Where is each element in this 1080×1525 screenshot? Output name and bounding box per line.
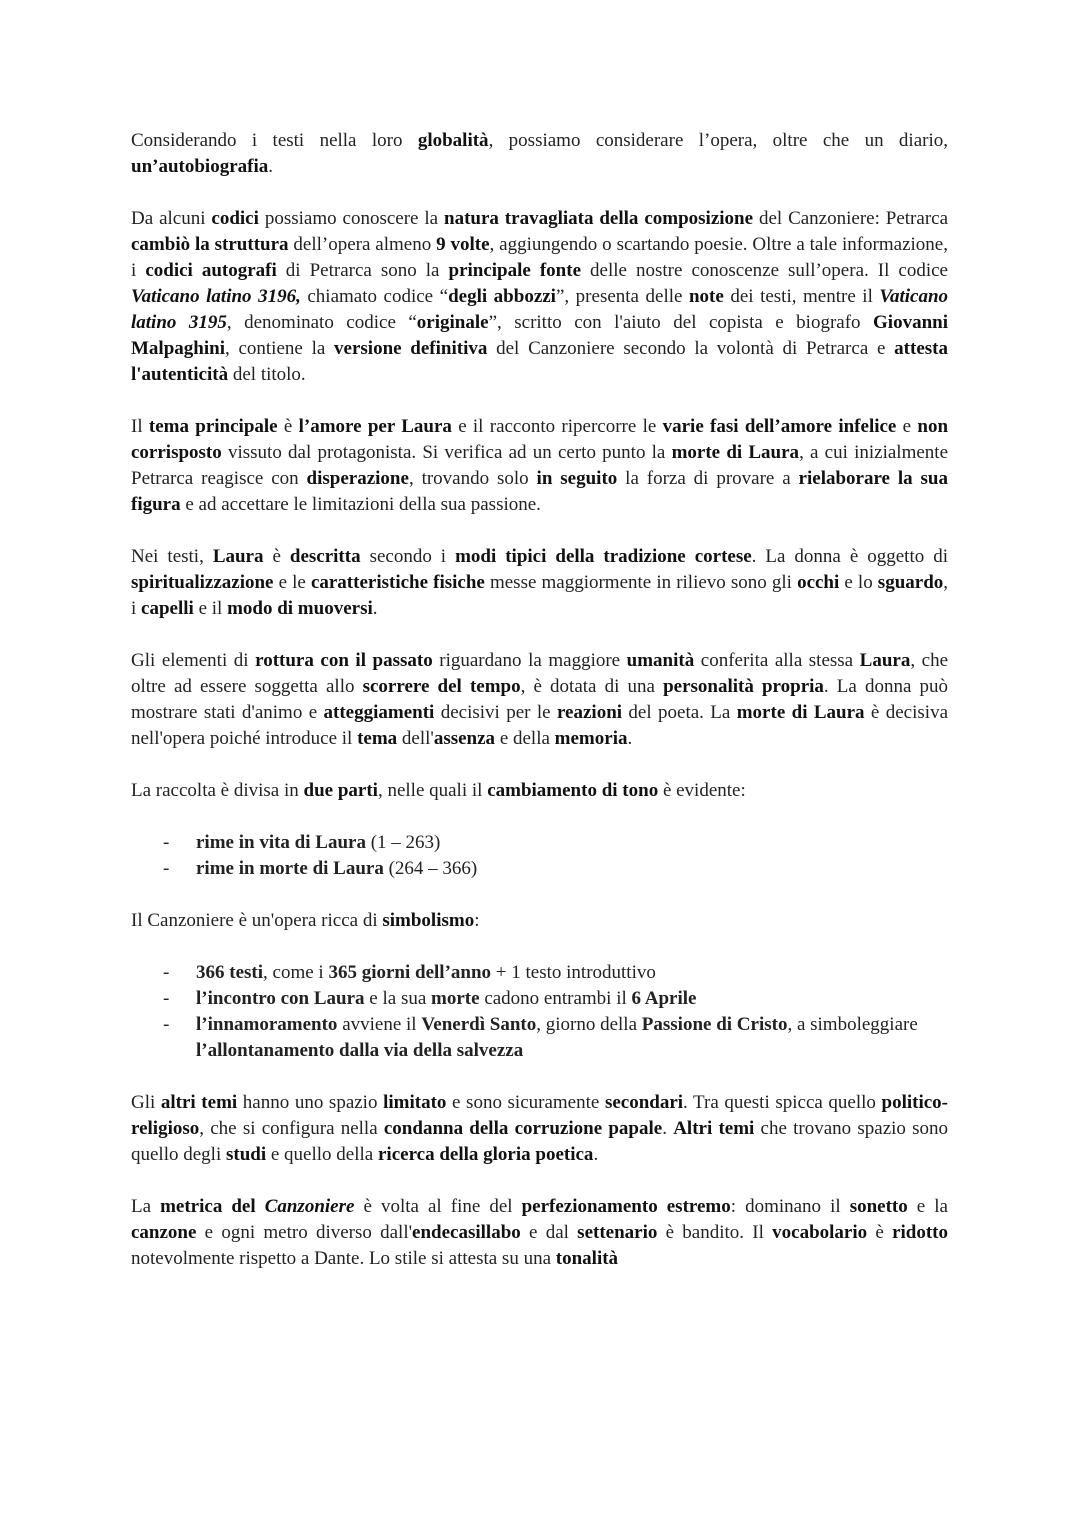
paragraph-descrizione-laura bbox=[131, 544, 948, 622]
text-run: , trovando solo bbox=[408, 468, 537, 489]
bold-text: l’allontanamento dalla via della salvezza bbox=[196, 1040, 524, 1061]
text-run: , denominato codice “ bbox=[226, 312, 417, 333]
text-run: vissuto dal protagonista. Si verifica ad un certo punto la bbox=[221, 442, 672, 463]
bold-text: condanna della corruzione papale bbox=[383, 1118, 663, 1139]
list-item bbox=[196, 856, 948, 882]
bold-text: l’incontro con Laura bbox=[196, 988, 365, 1009]
text-run: . La donna è oggetto di bbox=[751, 546, 948, 567]
text-run: e ogni metro diverso dall' bbox=[196, 1222, 413, 1243]
text-run: , contiene la bbox=[224, 338, 335, 359]
text-run: decisivi per le bbox=[434, 702, 557, 723]
text-run: riguardano la maggiore bbox=[432, 650, 627, 671]
text-run: dei testi, mentre il bbox=[723, 286, 880, 307]
text-run: è decisiva nell'opera poiché introduce il bbox=[131, 702, 948, 749]
text-run: è bbox=[263, 546, 290, 567]
text-run: notevolmente rispetto a Dante. Lo stile si attesta su una bbox=[131, 1248, 556, 1269]
text-run: e il racconto ripercorre le bbox=[451, 416, 663, 437]
bold-text: capelli bbox=[141, 598, 194, 619]
bold-text: 6 Aprile bbox=[631, 988, 697, 1009]
document-page bbox=[131, 128, 948, 1272]
bold-text: versione definitiva bbox=[334, 338, 488, 359]
bold-text: memoria bbox=[554, 728, 628, 749]
text-run: Da alcuni bbox=[131, 208, 212, 229]
list-item bbox=[196, 1012, 948, 1064]
text-run: possiamo conoscere la bbox=[258, 208, 444, 229]
bold-text: rielaborare la sua figura bbox=[131, 468, 948, 515]
text-run: (1 – 263) bbox=[365, 832, 441, 853]
text-run: che trovano spazio sono quello degli bbox=[131, 1118, 949, 1165]
bold-italic-text bbox=[131, 286, 301, 307]
text-run: del Canzoniere secondo la volontà di Petrarca e bbox=[487, 338, 895, 359]
text-run: cadono entrambi il bbox=[479, 988, 632, 1009]
text-run: ”, presenta delle bbox=[555, 286, 689, 307]
bold-text: disperazione bbox=[306, 468, 409, 489]
text-run: , che si configura nella bbox=[199, 1118, 384, 1139]
text-run: , che oltre ad essere soggetta allo bbox=[131, 650, 949, 697]
bold-text: ricerca della gloria poetica bbox=[377, 1144, 594, 1165]
text-run: : bbox=[474, 910, 480, 931]
text-run: Gli elementi di bbox=[131, 650, 256, 671]
text-run: . La donna può mostrare stati d'animo e bbox=[131, 676, 949, 723]
paragraph-simbolismo bbox=[131, 908, 948, 934]
bold-text: tema bbox=[357, 728, 398, 749]
text-run: . bbox=[662, 1118, 674, 1139]
bold-text: sguardo bbox=[877, 572, 944, 593]
bold-text: due parti bbox=[303, 780, 378, 801]
text-run: del titolo. bbox=[228, 364, 306, 385]
bold-text: in seguito bbox=[536, 468, 618, 489]
bold-text: degli abbozzi bbox=[448, 286, 556, 307]
text-run: e bbox=[896, 416, 918, 437]
text-run: , come i bbox=[263, 962, 329, 983]
text-run: delle nostre conoscenze sull’opera. Il codice bbox=[581, 260, 948, 281]
bold-text: codici bbox=[211, 208, 259, 229]
text-run: chiamato codice “ bbox=[300, 286, 449, 307]
text-run: , è dotata di una bbox=[520, 676, 664, 697]
text-run: , i bbox=[131, 572, 949, 619]
text-run: e la sua bbox=[364, 988, 432, 1009]
text-run: Nei testi, bbox=[131, 546, 213, 567]
bold-text: Laura bbox=[212, 546, 264, 567]
text-run: (264 – 366) bbox=[383, 858, 478, 879]
bold-text: l’innamoramento bbox=[196, 1014, 338, 1035]
bold-text: 366 testi bbox=[196, 962, 264, 983]
text-run: e il bbox=[193, 598, 228, 619]
bold-text: settenario bbox=[577, 1222, 658, 1243]
symbolism-list bbox=[131, 960, 948, 1064]
bold-text: 365 giorni dell’anno bbox=[328, 962, 492, 983]
bold-text: natura travagliata della composizione bbox=[444, 208, 754, 229]
bold-text: rime in morte di Laura bbox=[196, 858, 384, 879]
bold-text: simbolismo bbox=[382, 910, 475, 931]
bold-text: morte di Laura bbox=[736, 702, 865, 723]
text-run: secondo i bbox=[360, 546, 456, 567]
bold-text: 9 volte bbox=[436, 234, 490, 255]
text-run: dell’opera almeno bbox=[288, 234, 437, 255]
text-run: Il bbox=[131, 416, 149, 437]
text-run: , possiamo considerare l’opera, oltre che un diario, bbox=[488, 130, 948, 151]
bold-text: globalità bbox=[417, 130, 489, 151]
text-run: . bbox=[627, 728, 633, 749]
emphasis-text: Canzoniere bbox=[264, 1196, 355, 1217]
text-run: Considerando i testi nella loro bbox=[131, 130, 418, 151]
emphasis-text: Vaticano latino 3196, bbox=[131, 286, 301, 307]
bold-text: modi tipici della tradizione cortese bbox=[455, 546, 752, 567]
text-run: è evidente: bbox=[658, 780, 746, 801]
paragraph-altri-temi bbox=[131, 1090, 948, 1168]
bold-text: caratteristiche fisiche bbox=[310, 572, 485, 593]
bold-text: canzone bbox=[131, 1222, 197, 1243]
text-run: la forza di provare a bbox=[617, 468, 799, 489]
list-item bbox=[196, 986, 948, 1012]
list-item bbox=[196, 830, 948, 856]
text-run: La bbox=[131, 1196, 161, 1217]
text-run: e ad accettare le limitazioni della sua passione. bbox=[180, 494, 541, 515]
bold-text: scorrere del tempo bbox=[362, 676, 521, 697]
text-run: è bbox=[277, 416, 299, 437]
paragraph-tema-principale bbox=[131, 414, 948, 518]
bold-text: rime in vita di Laura bbox=[196, 832, 366, 853]
paragraph-rottura-passato bbox=[131, 648, 948, 752]
text-run: , a cui inizialmente Petrarca reagisce con bbox=[131, 442, 948, 489]
text-run: e dal bbox=[520, 1222, 578, 1243]
paragraph-autobiografia bbox=[131, 128, 948, 180]
bold-text: cambiamento di tono bbox=[487, 780, 659, 801]
bold-text: metrica del bbox=[160, 1196, 265, 1217]
text-run: messe maggiormente in rilievo sono gli bbox=[484, 572, 798, 593]
bold-text: altri temi bbox=[160, 1092, 238, 1113]
bold-text: limitato bbox=[383, 1092, 447, 1113]
text-run: e le bbox=[273, 572, 311, 593]
text-run: di Petrarca sono la bbox=[276, 260, 449, 281]
text-run: è volta al fine del bbox=[354, 1196, 522, 1217]
text-run: del poeta. La bbox=[622, 702, 737, 723]
text-run: Il Canzoniere è un'opera ricca di bbox=[131, 910, 383, 931]
bold-text: cambiò la struttura bbox=[131, 234, 289, 255]
bold-text: rottura con il passato bbox=[255, 650, 433, 671]
bold-text: studi bbox=[225, 1144, 267, 1165]
text-run: Gli bbox=[131, 1092, 161, 1113]
bold-text: sonetto bbox=[849, 1196, 908, 1217]
bold-text: un’autobiografia bbox=[131, 156, 269, 177]
bold-text: tema principale bbox=[148, 416, 278, 437]
text-run: e lo bbox=[839, 572, 878, 593]
bold-text: umanità bbox=[626, 650, 695, 671]
paragraph-codici bbox=[131, 206, 948, 388]
bold-text: Altri temi bbox=[673, 1118, 755, 1139]
bold-text: Passione di Cristo bbox=[641, 1014, 788, 1035]
text-run: è bbox=[867, 1222, 893, 1243]
text-run: + 1 testo introduttivo bbox=[491, 962, 656, 983]
bold-text: morte di Laura bbox=[671, 442, 800, 463]
list-item bbox=[196, 960, 948, 986]
text-run: , nelle quali il bbox=[377, 780, 488, 801]
bold-text: perfezionamento estremo bbox=[521, 1196, 731, 1217]
bold-text: assenza bbox=[433, 728, 496, 749]
text-run: conferita alla stessa bbox=[694, 650, 860, 671]
text-run: , aggiungendo o scartando poesie. Oltre a tale informazione, i bbox=[131, 234, 948, 281]
bold-text: non corrisposto bbox=[131, 416, 949, 463]
paragraph-due-parti bbox=[131, 778, 948, 804]
text-run: e sono sicuramente bbox=[446, 1092, 605, 1113]
bold-text: reazioni bbox=[556, 702, 623, 723]
text-run: . bbox=[268, 156, 273, 177]
bold-text: Venerdì Santo bbox=[421, 1014, 537, 1035]
parts-list bbox=[131, 830, 948, 882]
text-run: . Tra questi spicca quello bbox=[683, 1092, 882, 1113]
bold-text: ridotto bbox=[892, 1222, 949, 1243]
text-run: ”, scritto con l'aiuto del copista e biografo bbox=[488, 312, 874, 333]
bold-text: descritta bbox=[289, 546, 361, 567]
bold-text: morte bbox=[431, 988, 480, 1009]
bold-text: politico-religioso bbox=[131, 1092, 949, 1139]
bold-text: note bbox=[688, 286, 724, 307]
bold-text: personalità propria bbox=[663, 676, 824, 697]
text-run: dell' bbox=[397, 728, 434, 749]
bold-text: atteggiamenti bbox=[323, 702, 435, 723]
text-run: e la bbox=[907, 1196, 948, 1217]
bold-text: secondari bbox=[604, 1092, 684, 1113]
bold-text: spiritualizzazione bbox=[131, 572, 274, 593]
bold-italic-text bbox=[265, 1196, 355, 1217]
bold-text: Giovanni Malpaghini bbox=[131, 312, 949, 359]
text-run: , giorno della bbox=[536, 1014, 642, 1035]
bold-text: codici autografi bbox=[145, 260, 277, 281]
bold-text: l’amore per Laura bbox=[298, 416, 452, 437]
bold-text: originale bbox=[416, 312, 489, 333]
text-run: : dominano il bbox=[730, 1196, 850, 1217]
text-run: è bandito. Il bbox=[657, 1222, 773, 1243]
text-run: del Canzoniere: Petrarca bbox=[753, 208, 949, 229]
bold-text: vocabolario bbox=[772, 1222, 868, 1243]
bold-text: endecasillabo bbox=[412, 1222, 521, 1243]
paragraph-metrica bbox=[131, 1194, 948, 1272]
bold-text: tonalità bbox=[555, 1248, 619, 1269]
bold-text: attesta l'autenticità bbox=[131, 338, 948, 385]
text-run: . bbox=[593, 1144, 599, 1165]
bold-text: occhi bbox=[797, 572, 840, 593]
bold-text: Laura bbox=[859, 650, 911, 671]
text-run: . bbox=[372, 598, 378, 619]
bold-text: varie fasi dell’amore infelice bbox=[662, 416, 897, 437]
text-run: , a simboleggiare bbox=[787, 1014, 918, 1035]
bold-text: principale fonte bbox=[448, 260, 582, 281]
text-run: hanno uno spazio bbox=[237, 1092, 384, 1113]
bold-text: modo di muoversi bbox=[227, 598, 373, 619]
text-run: e quello della bbox=[266, 1144, 378, 1165]
text-run: e della bbox=[495, 728, 555, 749]
emphasis-text: Vaticano latino 3195 bbox=[131, 286, 949, 333]
text-run: avviene il bbox=[337, 1014, 422, 1035]
text-run: La raccolta è divisa in bbox=[131, 780, 304, 801]
